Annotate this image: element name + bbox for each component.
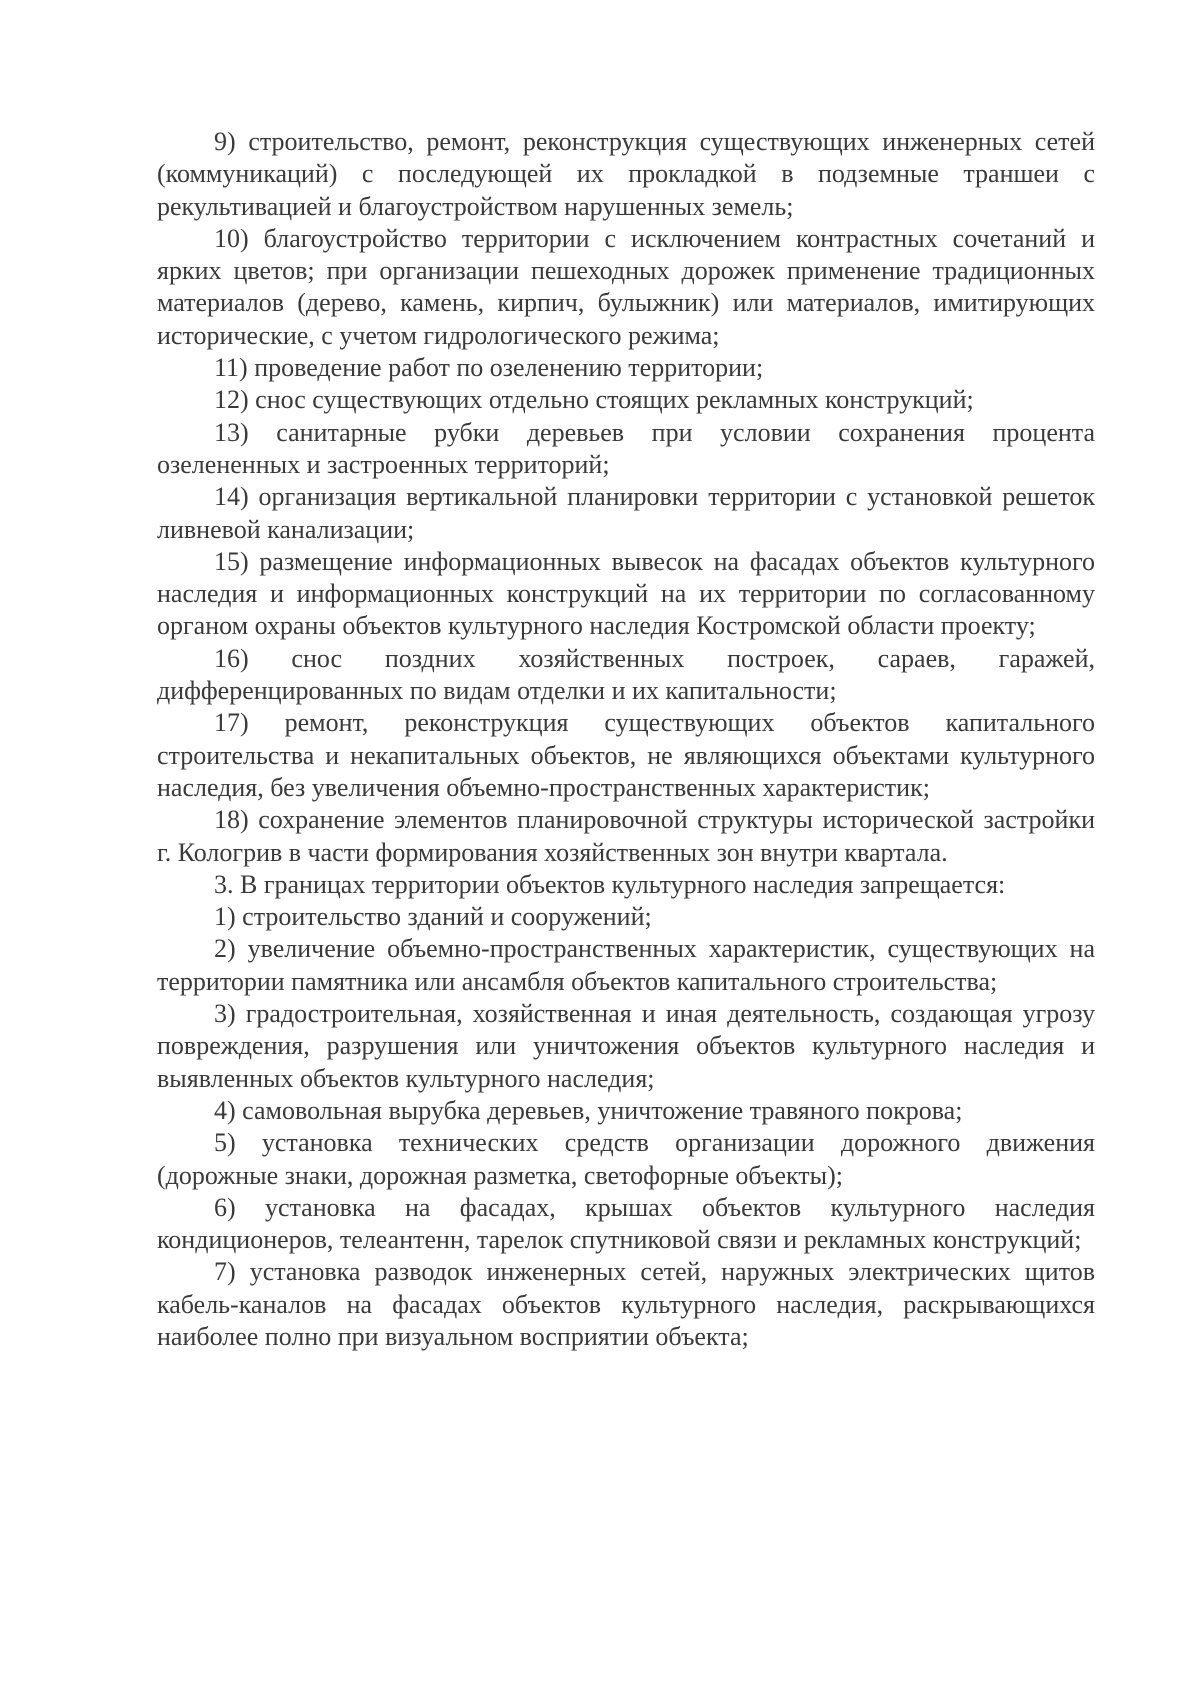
paragraph-item-9: 9) строительство, ремонт, реконструкция существующих инженерных сетей (коммуникаций) с последующей их прокладкой в подземные траншеи с рекультивацией и благоустройством нарушенных земель;: [157, 127, 1095, 221]
paragraph-item-18: 18) сохранение элементов планировочной структуры исторической застройки г. Кологрив в части формирования хозяйственных зон внутри квартала.: [157, 805, 1095, 867]
paragraph-item-10: 10) благоустройство территории с исключением контрастных сочетаний и ярких цветов; при организации пешеходных дорожек применение традиционных материалов (дерево, камень, кирпич, булыжник) или материалов, имитирующих исторические, с учетом гидрологического режима;: [157, 223, 1095, 350]
prohibition-item-4: 4) самовольная вырубка деревьев, уничтожение травяного покрова;: [214, 1095, 963, 1125]
paragraph-item-15: 15) размещение информационных вывесок на фасадах объектов культурного наследия и информационных конструкций на их территории по согласованному органом охраны объектов культурного наследия Костромской области проекту;: [157, 546, 1095, 641]
paragraph-item-14: 14) организация вертикальной планировки территории с установкой решеток ливневой канализации;: [157, 482, 1095, 544]
section-heading-3: 3. В границах территории объектов культурного наследия запрещается:: [214, 869, 1006, 899]
paragraph-item-11: 11) проведение работ по озеленению территории;: [214, 353, 764, 383]
paragraph-item-17: 17) ремонт, реконструкция существующих объектов капитального строительства и некапитальных объектов, не являющихся объектами культурного наследия, без увеличения объемно-пространственных характеристик;: [157, 708, 1095, 802]
prohibition-item-6: 6) установка на фасадах, крышах объектов культурного наследия кондиционеров, телеантенн, тарелок спутниковой связи и рекламных конструкций;: [157, 1192, 1095, 1255]
prohibition-item-7: 7) установка разводок инженерных сетей, наружных электрических щитов кабель-каналов на фасадах объектов культурного наследия, раскрывающихся наиболее полно при визуальном восприятии объекта;: [157, 1257, 1095, 1351]
paragraph-item-12: 12) снос существующих отдельно стоящих рекламных конструкций;: [214, 385, 974, 415]
document-body: [157, 126, 1095, 1353]
prohibition-item-1: 1) строительство зданий и сооружений;: [214, 902, 652, 932]
paragraph-item-16: 16) снос поздних хозяйственных построек, сараев, гаражей, дифференцированных по видам отделки и их капитальности;: [157, 643, 1095, 706]
paragraph-item-13: 13) санитарные рубки деревьев при условии сохранения процента озелененных и застроенных территорий;: [157, 417, 1095, 479]
prohibition-item-5: 5) установка технических средств организации дорожного движения (дорожные знаки, дорожная разметка, светофорные объекты);: [157, 1128, 1095, 1190]
prohibition-item-3: 3) градостроительная, хозяйственная и иная деятельность, создающая угрозу повреждения, разрушения или уничтожения объектов культурного наследия и выявленных объектов культурного наследия;: [157, 999, 1095, 1093]
prohibition-item-2: 2) увеличение объемно-пространственных характеристик, существующих на территории памятника или ансамбля объектов капитального строительства;: [157, 934, 1095, 996]
